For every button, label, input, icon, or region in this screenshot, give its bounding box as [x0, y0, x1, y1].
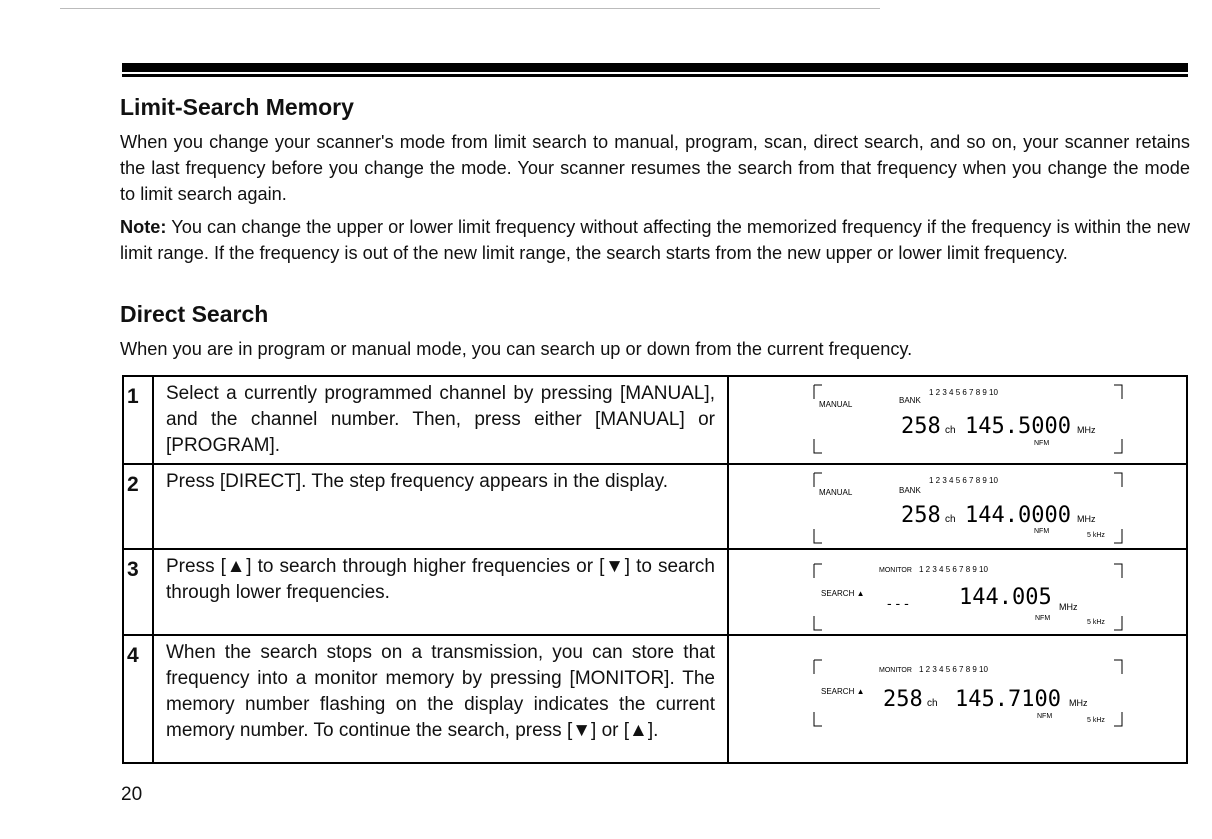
note-paragraph	[120, 214, 1190, 266]
lcd-corner-bl	[814, 712, 822, 726]
lcd-step: 5 kHz	[1087, 619, 1105, 626]
lcd-freq-unit: MHz	[1077, 425, 1096, 435]
lcd-step: 5 kHz	[1087, 717, 1105, 724]
lcd-frequency: 145.7100	[955, 687, 1061, 712]
lcd-channel: 258	[901, 503, 941, 528]
lcd-display	[728, 376, 1187, 464]
lcd-mode: MANUAL	[819, 400, 853, 409]
lcd-bank-label: BANK	[899, 396, 921, 405]
lcd-monitor-numbers: 1 2 3 4 5 6 7 8 9 10	[919, 665, 988, 674]
lcd-modulation: NFM	[1034, 440, 1050, 447]
lcd-monitor-numbers: 1 2 3 4 5 6 7 8 9 10	[919, 565, 988, 574]
lcd-corner-tl	[814, 385, 822, 399]
lcd-corner-tr	[1114, 473, 1122, 487]
lcd-bank-numbers: 1 2 3 4 5 6 7 8 9 10	[929, 388, 998, 397]
lcd-corner-br	[1114, 439, 1122, 453]
lcd-modulation: NFM	[1034, 528, 1050, 535]
note-text: You can change the upper or lower limit frequency without affecting the memorized frequency if the frequency is within the new limit range. If the frequency is out of the new limit range, the search starts from the new upper or lower limit frequency.	[120, 217, 1190, 263]
steps-table	[122, 375, 1188, 764]
lcd-corner-tl	[814, 564, 822, 578]
lcd-corner-tr	[1114, 385, 1122, 399]
lcd-display	[728, 549, 1187, 635]
page-number: 20	[121, 784, 143, 805]
lcd-display	[728, 464, 1187, 549]
lcd-graphic	[729, 636, 1184, 760]
lcd-corner-bl	[814, 439, 822, 453]
header-rule	[122, 63, 1188, 72]
lcd-corner-tr	[1114, 564, 1122, 578]
lcd-monitor-label: MONITOR	[879, 567, 912, 574]
section-heading-direct-search: Direct Search	[120, 301, 269, 327]
lcd-freq-unit: MHz	[1059, 602, 1078, 612]
lcd-channel: 258	[901, 414, 941, 439]
step-text: When the search stops on a transmission, you can store that frequency into a monitor memory by pressing [MONITOR]. The memory number flashing on the display indicates the current memory number. To continue the search, press [▼] or [▲].	[153, 635, 728, 763]
lcd-ch-unit: ch	[945, 514, 956, 525]
step-number: 2	[123, 464, 153, 549]
lcd-monitor-label: MONITOR	[879, 667, 912, 674]
lcd-display	[728, 635, 1187, 763]
step-text: Select a currently programmed channel by pressing [MANUAL], and the channel number. Then, press either [MANUAL] or [PROGRAM].	[153, 376, 728, 464]
lcd-mode: SEARCH ▲	[821, 589, 865, 598]
step-number: 4	[123, 635, 153, 763]
section-heading-limit-search-memory: Limit-Search Memory	[120, 94, 354, 120]
header-rule-thin	[122, 74, 1188, 77]
lcd-mode: MANUAL	[819, 488, 853, 497]
lcd-modulation: NFM	[1037, 713, 1053, 720]
limit-search-paragraph: When you change your scanner's mode from limit search to manual, program, scan, direct search, and so on, your scanner retains the last frequency before you change the mode. Your scanner resumes the search from that frequency when you change the mode to limit search again.	[120, 132, 1190, 204]
lcd-corner-bl	[814, 529, 822, 543]
lcd-channel: 258	[883, 687, 923, 712]
top-hairline	[60, 8, 880, 9]
lcd-graphic	[729, 550, 1184, 633]
lcd-corner-tr	[1114, 660, 1122, 674]
lcd-corner-br	[1114, 712, 1122, 726]
lcd-bank-numbers: 1 2 3 4 5 6 7 8 9 10	[929, 476, 998, 485]
lcd-modulation: NFM	[1035, 615, 1051, 622]
direct-search-intro: When you are in program or manual mode, you can search up or down from the current frequency.	[120, 339, 913, 359]
step-row	[123, 376, 1187, 464]
step-row	[123, 635, 1187, 763]
step-row	[123, 549, 1187, 635]
lcd-frequency: 145.5000	[965, 414, 1071, 439]
step-number: 3	[123, 549, 153, 635]
lcd-corner-tl	[814, 473, 822, 487]
step-row	[123, 464, 1187, 549]
step-text: Press [DIRECT]. The step frequency appears in the display.	[153, 464, 728, 549]
lcd-mode: SEARCH ▲	[821, 687, 865, 696]
lcd-ch-unit: ch	[945, 425, 956, 436]
lcd-graphic	[729, 377, 1184, 457]
lcd-graphic	[729, 465, 1184, 547]
lcd-bank-label: BANK	[899, 486, 921, 495]
lcd-corner-br	[1114, 616, 1122, 630]
lcd-corner-tl	[814, 660, 822, 674]
step-number: 1	[123, 376, 153, 464]
lcd-corner-bl	[814, 616, 822, 630]
step-text: Press [▲] to search through higher frequencies or [▼] to search through lower frequencies.	[153, 549, 728, 635]
note-label: Note:	[120, 217, 167, 237]
lcd-frequency: 144.005	[959, 585, 1052, 610]
lcd-step: 5 kHz	[1087, 532, 1105, 539]
lcd-corner-br	[1114, 529, 1122, 543]
lcd-freq-unit: MHz	[1069, 698, 1088, 708]
lcd-freq-unit: MHz	[1077, 514, 1096, 524]
lcd-ch-unit: ch	[927, 698, 938, 709]
lcd-frequency: 144.0000	[965, 503, 1071, 528]
lcd-channel: - - -	[887, 595, 909, 611]
